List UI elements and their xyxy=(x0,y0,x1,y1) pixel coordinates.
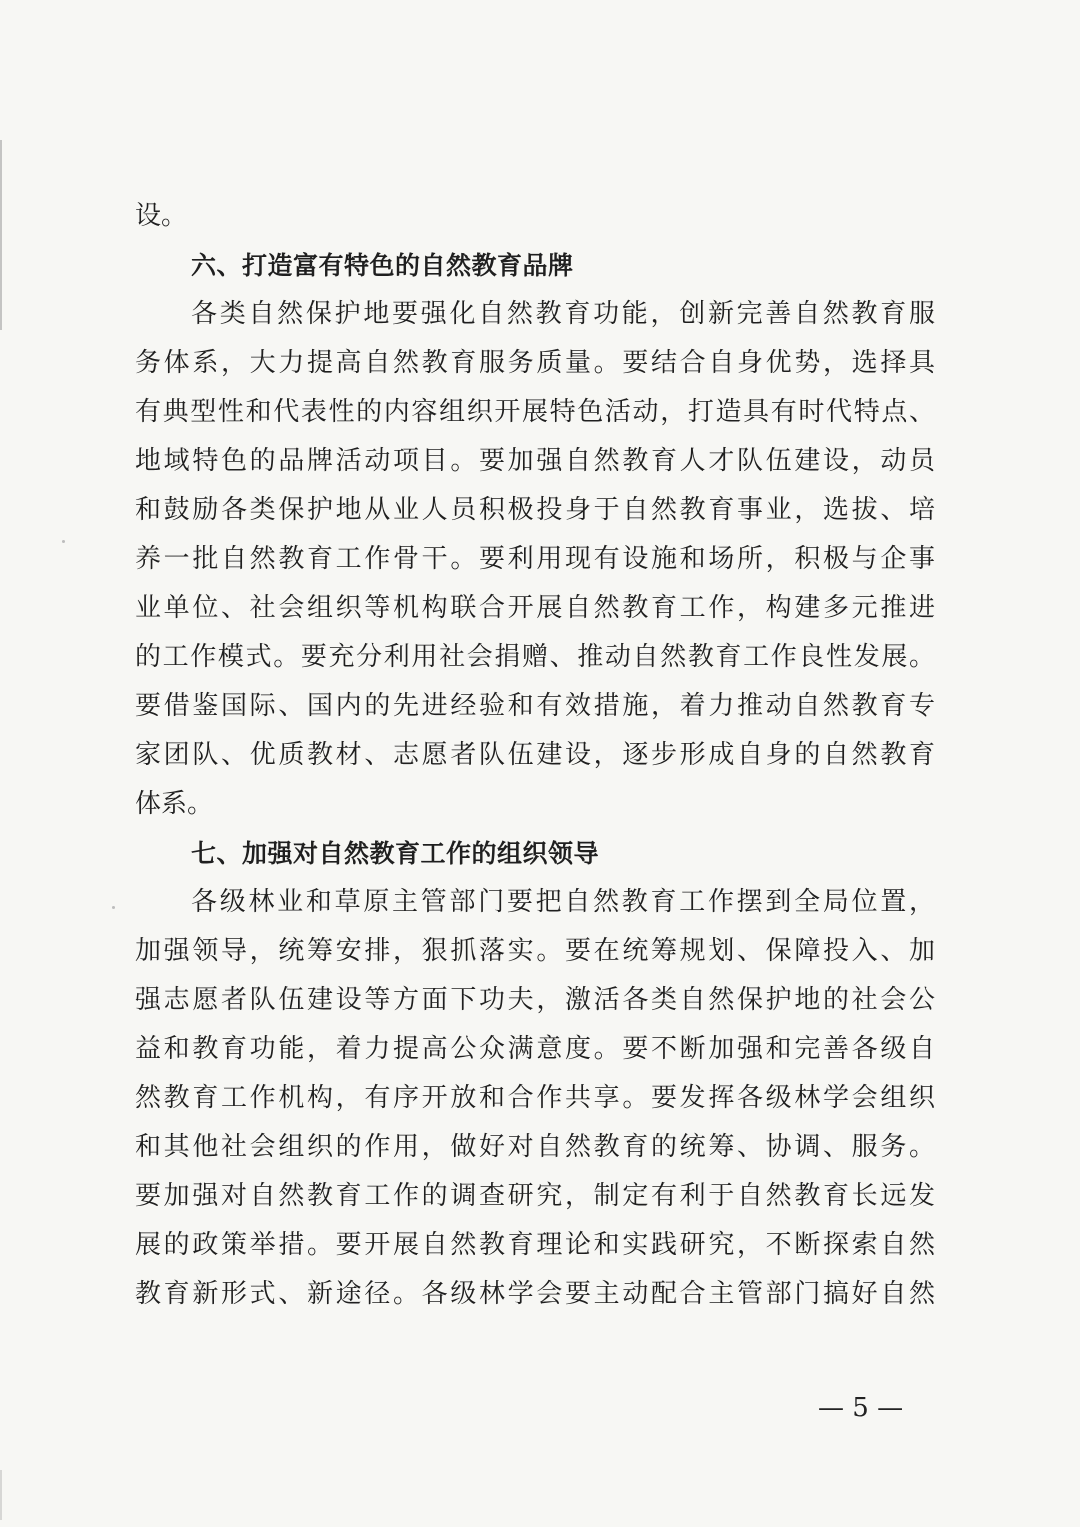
page-number: — 5 — xyxy=(818,1393,904,1423)
text-line: 各级林业和草原主管部门要把自然教育工作摆到全局位置， xyxy=(191,887,935,917)
text-line: 地域特色的品牌活动项目。要加强自然教育人才队伍建设，动员 xyxy=(135,446,935,476)
scan-speck xyxy=(112,906,115,909)
text-line: 和其他社会组织的作用，做好对自然教育的统筹、协调、服务。 xyxy=(135,1132,935,1162)
text-line: 加强领导，统筹安排，狠抓落实。要在统筹规划、保障投入、加 xyxy=(135,936,935,966)
scan-speck xyxy=(62,540,65,543)
text-line: 展的政策举措。要开展自然教育理论和实践研究，不断探索自然 xyxy=(135,1230,935,1260)
text-line: 养一批自然教育工作骨干。要利用现有设施和场所，积极与企事 xyxy=(135,544,935,574)
scan-edge-shadow-bottom xyxy=(0,1470,2,1520)
text-line: 的工作模式。要充分利用社会捐赠、推动自然教育工作良性发展。 xyxy=(135,642,935,672)
text-line: 业单位、社会组织等机构联合开展自然教育工作，构建多元推进 xyxy=(135,593,935,623)
section-heading: 七、加强对自然教育工作的组织领导 xyxy=(191,839,600,868)
text-line: 有典型性和代表性的内容组织开展特色活动，打造具有时代特点、 xyxy=(135,397,935,427)
text-line: 要加强对自然教育工作的调查研究，制定有利于自然教育长远发 xyxy=(135,1181,935,1211)
text-line: 教育新形式、新途径。各级林学会要主动配合主管部门搞好自然 xyxy=(135,1279,935,1309)
text-line: 家团队、优质教材、志愿者队伍建设，逐步形成自身的自然教育 xyxy=(135,740,935,770)
text-line: 强志愿者队伍建设等方面下功夫，激活各类自然保护地的社会公 xyxy=(135,985,935,1015)
scan-edge-shadow xyxy=(0,140,2,330)
section-heading: 六、打造富有特色的自然教育品牌 xyxy=(191,251,574,280)
text-line: 设。 xyxy=(135,201,188,231)
text-line: 和鼓励各类保护地从业人员积极投身于自然教育事业，选拔、培 xyxy=(135,495,935,525)
document-body xyxy=(135,192,935,1319)
text-line: 然教育工作机构，有序开放和合作共享。要发挥各级林学会组织 xyxy=(135,1083,935,1113)
text-line: 务体系，大力提高自然教育服务质量。要结合自身优势，选择具 xyxy=(135,348,935,378)
text-line: 益和教育功能，着力提高公众满意度。要不断加强和完善各级自 xyxy=(135,1034,935,1064)
text-line: 要借鉴国际、国内的先进经验和有效措施，着力推动自然教育专 xyxy=(135,691,935,721)
text-line: 体系。 xyxy=(135,789,214,819)
text-line: 各类自然保护地要强化自然教育功能，创新完善自然教育服 xyxy=(191,299,935,329)
